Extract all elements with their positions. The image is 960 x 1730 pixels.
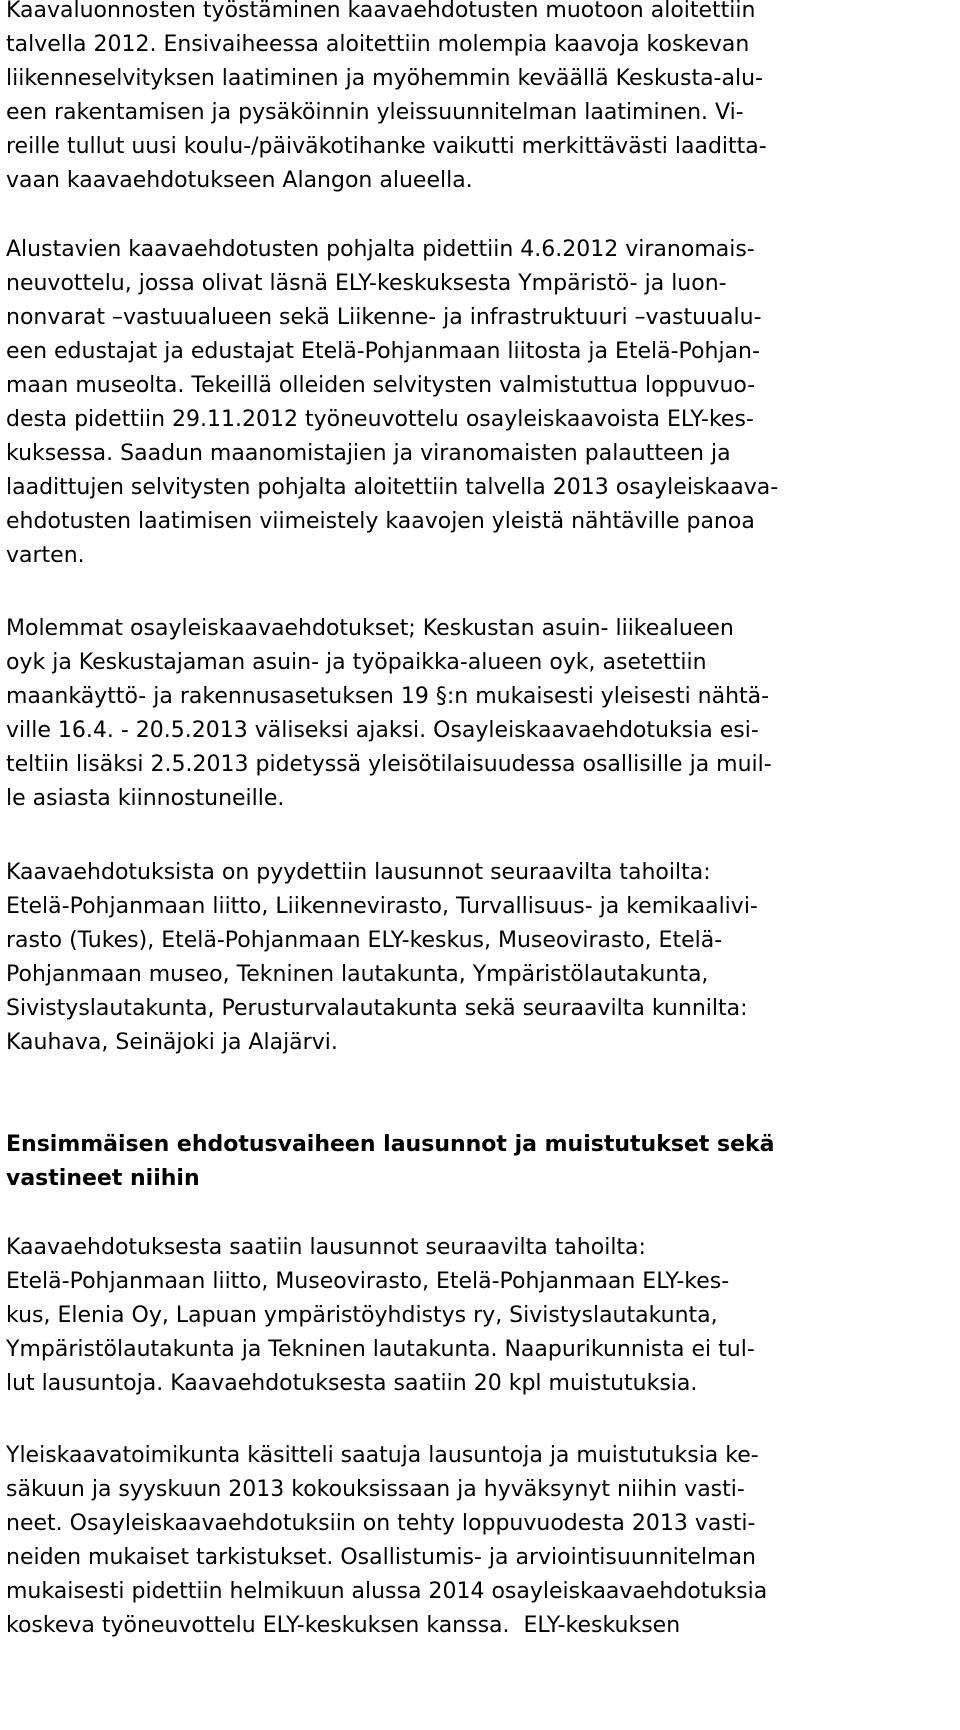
paragraph-2-line-7: kuksessa. Saadun maanomistajien ja viranomaisten palautteen ja <box>6 441 731 466</box>
paragraph-2-line-4: een edustajat ja edustajat Etelä-Pohjanmaan liitosta ja Etelä-Pohjan- <box>6 339 760 364</box>
paragraph-4-line-4: Pohjanmaan museo, Tekninen lautakunta, Ympäristölautakunta, <box>6 962 709 987</box>
paragraph-6-line-2: säkuun ja syyskuun 2013 kokouksissaan ja hyväksynyt niihin vasti- <box>6 1477 745 1502</box>
paragraph-4-line-2: Etelä-Pohjanmaan liitto, Liikennevirasto, Turvallisuus- ja kemikaalivi- <box>6 894 758 919</box>
paragraph-2-line-3: nonvarat –vastuualueen sekä Liikenne- ja infrastruktuuri –vastuualu- <box>6 305 762 330</box>
paragraph-4-line-3: rasto (Tukes), Etelä-Pohjanmaan ELY-keskus, Museovirasto, Etelä- <box>6 928 723 953</box>
paragraph-4-line-1: Kaavaehdotuksista on pyydettiin lausunnot seuraavilta tahoilta: <box>6 860 711 885</box>
paragraph-1-line-2: talvella 2012. Ensivaiheessa aloitettiin molempia kaavoja koskevan <box>6 32 750 57</box>
paragraph-4-line-6: Kauhava, Seinäjoki ja Alajärvi. <box>6 1030 338 1055</box>
paragraph-1-line-4: een rakentamisen ja pysäköinnin yleissuunnitelman laatiminen. Vi- <box>6 100 744 125</box>
paragraph-3-line-4: ville 16.4. - 20.5.2013 väliseksi ajaksi. Osayleiskaavaehdotuksia esi- <box>6 718 759 743</box>
paragraph-3-line-3: maankäyttö- ja rakennusasetuksen 19 §:n mukaisesti yleisesti nähtä- <box>6 684 770 709</box>
paragraph-2-line-10: varten. <box>6 543 85 568</box>
paragraph-1-line-3: liikenneselvityksen laatiminen ja myöhemmin keväällä Keskusta-alu- <box>6 66 763 91</box>
paragraph-4-line-5: Sivistyslautakunta, Perusturvalautakunta sekä seuraavilta kunnilta: <box>6 996 748 1021</box>
paragraph-3-line-1: Molemmat osayleiskaavaehdotukset; Keskustan asuin- liikealueen <box>6 616 734 641</box>
paragraph-6-line-3: neet. Osayleiskaavaehdotuksiin on tehty loppuvuodesta 2013 vasti- <box>6 1511 756 1536</box>
paragraph-2-line-8: laadittujen selvitysten pohjalta aloitettiin talvella 2013 osayleiskaava- <box>6 475 779 500</box>
paragraph-5-line-5: lut lausuntoja. Kaavaehdotuksesta saatiin 20 kpl muistutuksia. <box>6 1371 698 1396</box>
paragraph-2-line-1: Alustavien kaavaehdotusten pohjalta pidettiin 4.6.2012 viranomais- <box>6 237 755 262</box>
paragraph-5-line-3: kus, Elenia Oy, Lapuan ympäristöyhdistys ry, Sivistyslautakunta, <box>6 1303 718 1328</box>
paragraph-5-line-1: Kaavaehdotuksesta saatiin lausunnot seuraavilta tahoilta: <box>6 1235 646 1260</box>
paragraph-2-line-9: ehdotusten laatimisen viimeistely kaavojen yleistä nähtäville panoa <box>6 509 755 534</box>
paragraph-2-line-2: neuvottelu, jossa olivat läsnä ELY-keskuksesta Ympäristö- ja luon- <box>6 271 727 296</box>
section-heading-line-2: vastineet niihin <box>6 1166 200 1191</box>
paragraph-3-line-6: le asiasta kiinnostuneille. <box>6 786 285 811</box>
paragraph-5-line-4: Ympäristölautakunta ja Tekninen lautakunta. Naapurikunnista ei tul- <box>6 1337 755 1362</box>
section-heading-line-1: Ensimmäisen ehdotusvaiheen lausunnot ja muistutukset sekä <box>6 1132 775 1157</box>
paragraph-6-line-4: neiden mukaiset tarkistukset. Osallistumis- ja arviointisuunnitelman <box>6 1545 756 1570</box>
paragraph-1-line-1: Kaavaluonnosten työstäminen kaavaehdotusten muotoon aloitettiin <box>6 0 756 23</box>
paragraph-3-line-5: teltiin lisäksi 2.5.2013 pidetyssä yleisötilaisuudessa osallisille ja muil- <box>6 752 772 777</box>
paragraph-1-line-6: vaan kaavaehdotukseen Alangon alueella. <box>6 168 473 193</box>
paragraph-5-line-2: Etelä-Pohjanmaan liitto, Museovirasto, Etelä-Pohjanmaan ELY-kes- <box>6 1269 730 1294</box>
paragraph-6-line-5: mukaisesti pidettiin helmikuun alussa 2014 osayleiskaavaehdotuksia <box>6 1579 768 1604</box>
paragraph-2-line-5: maan museolta. Tekeillä olleiden selvitysten valmistuttua loppuvuo- <box>6 373 756 398</box>
paragraph-1-line-5: reille tullut uusi koulu-/päiväkotihanke vaikutti merkittävästi laaditta- <box>6 134 767 159</box>
paragraph-6-line-6: koskeva työneuvottelu ELY-keskuksen kanssa. ELY-keskuksen <box>6 1613 681 1638</box>
paragraph-2-line-6: desta pidettiin 29.11.2012 työneuvottelu osayleiskaavoista ELY-kes- <box>6 407 754 432</box>
paragraph-3-line-2: oyk ja Keskustajaman asuin- ja työpaikka-alueen oyk, asetettiin <box>6 650 707 675</box>
paragraph-6-line-1: Yleiskaavatoimikunta käsitteli saatuja lausuntoja ja muistutuksia ke- <box>6 1443 759 1468</box>
